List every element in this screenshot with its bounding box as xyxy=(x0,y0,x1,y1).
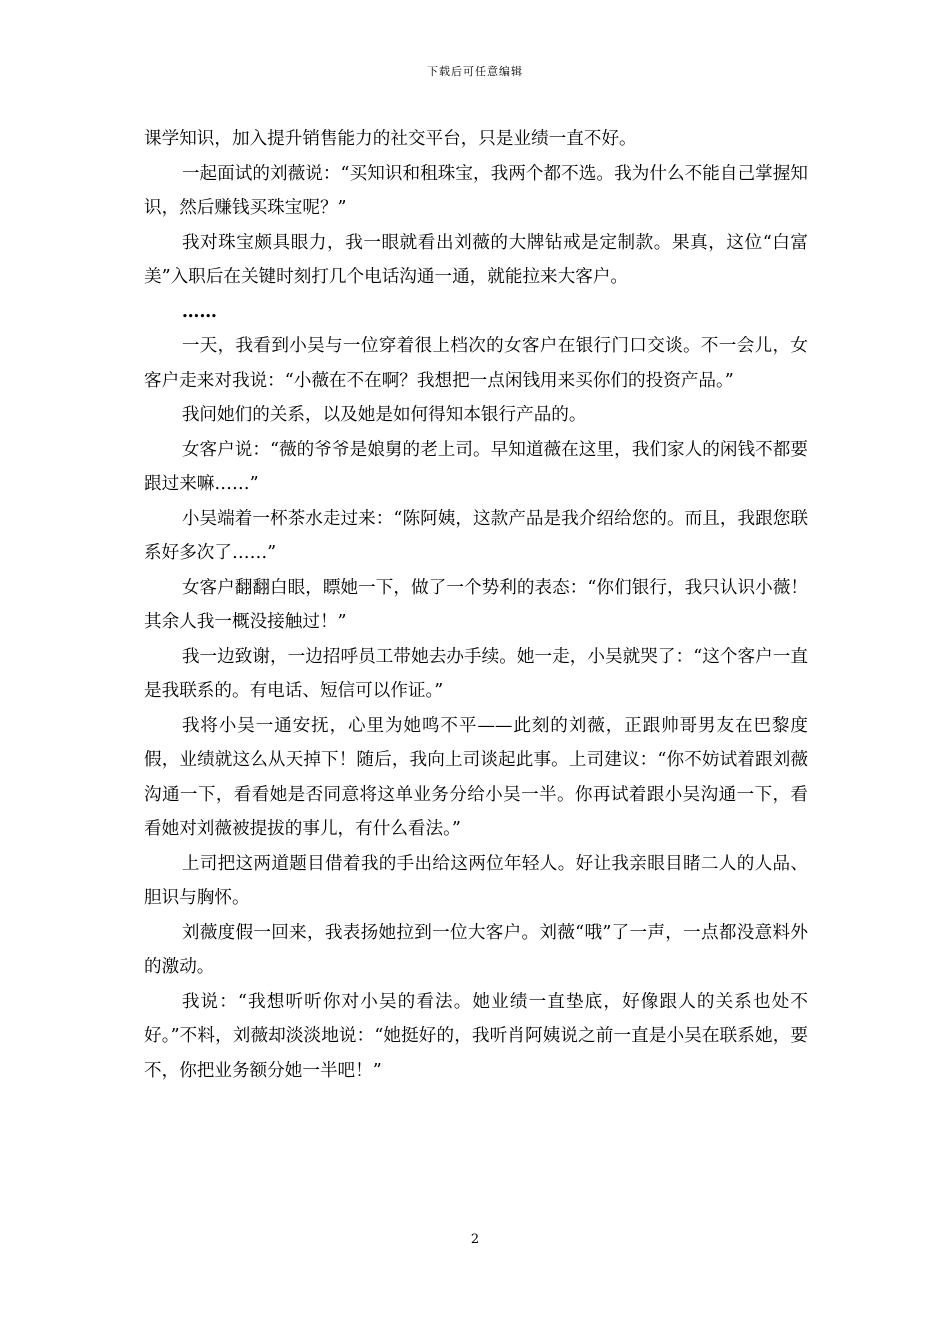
paragraph: 一起面试的刘薇说：“买知识和租珠宝，我两个都不选。我为什么不能自己掌握知识，然后赚钱买珠宝呢？” xyxy=(144,163,808,218)
page-number: 2 xyxy=(470,1232,480,1247)
paragraph: 刘薇度假一回来，我表扬她拉到一位大客户。刘薇“哦”了一声，一点都没意料外的激动。 xyxy=(144,922,808,977)
paragraph: 我对珠宝颇具眼力，我一眼就看出刘薇的大牌钻戒是定制款。果真，这位“白富美”入职后在关键时刻打几个电话沟通一通，就能拉来大客户。 xyxy=(144,232,808,287)
ellipsis-separator: …… xyxy=(181,300,218,322)
document-body xyxy=(144,122,808,1088)
paragraph: 一天，我看到小吴与一位穿着很上档次的女客户在银行门口交谈。不一会儿，女客户走来对我说：“小薇在不在啊？我想把一点闲钱用来买你们的投资产品。” xyxy=(144,336,808,391)
paragraph: 我问她们的关系，以及她是如何得知本银行产品的。 xyxy=(181,405,587,425)
paragraph: 我说：“我想听听你对小吴的看法。她业绩一直垫底，好像跟人的关系也处不好。”不料，刘薇却淡淡地说：“她挺好的，我听肖阿姨说之前一直是小吴在联系她，要不，你把业务额分她一半吧！” xyxy=(144,991,808,1081)
paragraph: 女客户翻翻白眼，瞟她一下，做了一个势利的表态：“你们银行，我只认识小薇！其余人我一概没接触过！” xyxy=(144,577,808,632)
paragraph: 我将小吴一通安抚，心里为她鸣不平——此刻的刘薇，正跟帅哥男友在巴黎度假，业绩就这么从天掉下！随后，我向上司谈起此事。上司建议：“你不妨试着跟刘薇沟通一下，看看她是否同意将这单业务分给小吴一半。你再试着跟小吴沟通一下，看看她对刘薇被提拔的事儿，有什么看法。” xyxy=(144,715,808,839)
paragraph: 女客户说：“薇的爷爷是娘舅的老上司。早知道薇在这里，我们家人的闲钱不都要跟过来嘛……” xyxy=(144,439,808,494)
paragraph: 我一边致谢，一边招呼员工带她去办手续。她一走，小吴就哭了：“这个客户一直是我联系的。有电话、短信可以作证。” xyxy=(144,646,808,701)
paragraph: 上司把这两道题目借着我的手出给这两位年轻人。好让我亲眼目睹二人的人品、胆识与胸怀。 xyxy=(144,853,808,908)
paragraph: 课学知识，加入提升销售能力的社交平台，只是业绩一直不好。 xyxy=(144,129,637,149)
page-header: 下载后可任意编辑 xyxy=(427,65,523,78)
paragraph: 小吴端着一杯茶水走过来：“陈阿姨，这款产品是我介绍给您的。而且，我跟您联系好多次了……” xyxy=(144,508,808,563)
